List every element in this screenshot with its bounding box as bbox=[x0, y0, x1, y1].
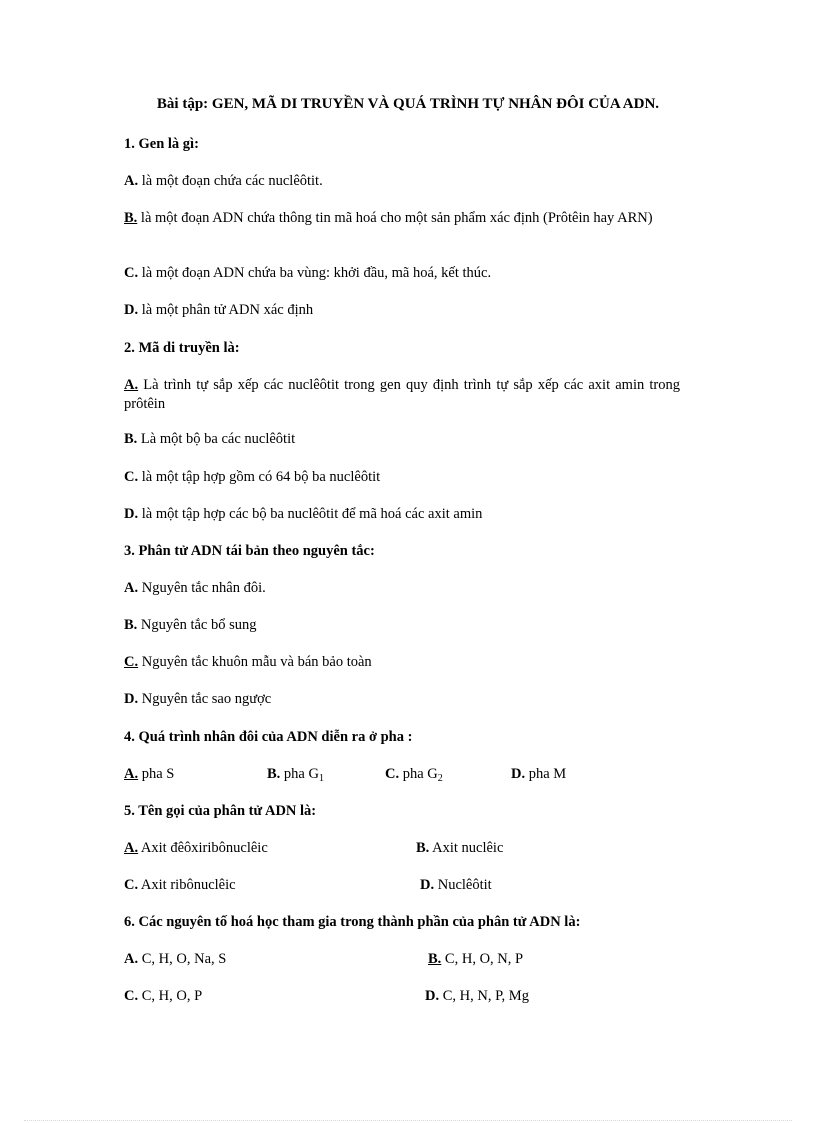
option-text: Nguyên tắc nhân đôi. bbox=[138, 580, 266, 596]
q3-option-b bbox=[124, 616, 680, 635]
q4-option-d bbox=[511, 765, 566, 784]
page-title: Bài tập: GEN, MÃ DI TRUYỀN VÀ QUÁ TRÌNH TỰ NHÂN ĐÔI CỦA ADN. bbox=[156, 96, 660, 112]
option-label: B. bbox=[124, 431, 138, 447]
q1-option-b-correct bbox=[124, 209, 680, 228]
option-text: là một đoạn ADN chứa ba vùng: khởi đầu, mã hoá, kết thúc. bbox=[138, 265, 492, 281]
q2-option-d bbox=[124, 505, 680, 524]
q2-option-a-correct bbox=[124, 376, 680, 414]
option-label: D. bbox=[425, 988, 440, 1004]
option-text: Nguyên tắc khuôn mẫu và bán bảo toàn bbox=[138, 654, 372, 670]
option-label: C. bbox=[124, 988, 139, 1004]
subscript: 1 bbox=[318, 773, 324, 784]
option-label-correct: A. bbox=[124, 766, 139, 782]
option-label: B. bbox=[416, 840, 430, 856]
option-text: Axit ribônuclêic bbox=[138, 877, 236, 893]
q5-option-a-correct bbox=[124, 839, 268, 858]
question-1: 1. Gen là gì: bbox=[124, 136, 199, 152]
q4-option-a-correct bbox=[124, 765, 174, 784]
option-text: C, H, O, N, P bbox=[441, 951, 524, 967]
option-text: là một tập hợp gồm có 64 bộ ba nuclêôtit bbox=[138, 469, 381, 485]
q2-option-c bbox=[124, 468, 680, 487]
option-text: pha G bbox=[280, 766, 319, 782]
option-label: A. bbox=[124, 580, 139, 596]
q4-option-c bbox=[385, 765, 443, 784]
q1-option-a bbox=[124, 172, 680, 191]
option-text: Là một bộ ba các nuclêôtit bbox=[137, 431, 296, 447]
option-text: Là trình tự sắp xếp các nuclêôtit trong gen quy định trình tự sắp xếp các axit amin trong prôtêin bbox=[124, 377, 680, 412]
option-label-correct: B. bbox=[428, 951, 442, 967]
q6-option-a bbox=[124, 950, 226, 969]
q5-option-d bbox=[420, 876, 492, 895]
option-text: C, H, O, P bbox=[138, 988, 203, 1004]
option-text: C, H, O, Na, S bbox=[138, 951, 227, 967]
option-text: Nguyên tắc bổ sung bbox=[137, 617, 257, 633]
option-text: là một đoạn chứa các nuclêôtit. bbox=[138, 173, 323, 189]
option-label: D. bbox=[511, 766, 526, 782]
q6-option-b-correct bbox=[428, 950, 523, 969]
option-text: là một tập hợp các bộ ba nuclêôtit để mã hoá các axit amin bbox=[138, 506, 483, 522]
option-label: C. bbox=[124, 469, 139, 485]
option-label: D. bbox=[124, 506, 139, 522]
question-2: 2. Mã di truyền là: bbox=[124, 340, 240, 356]
page-bottom-divider bbox=[24, 1120, 792, 1121]
option-label: B. bbox=[267, 766, 281, 782]
option-text: Axit đêôxiribônuclêic bbox=[138, 840, 268, 856]
option-text: Nguyên tắc sao ngược bbox=[138, 691, 272, 707]
q3-option-d bbox=[124, 690, 680, 709]
q2-option-b bbox=[124, 430, 680, 449]
question-6: 6. Các nguyên tố hoá học tham gia trong thành phần của phân tử ADN là: bbox=[124, 914, 581, 930]
q1-option-d bbox=[124, 301, 680, 320]
option-label: D. bbox=[124, 691, 139, 707]
option-label: C. bbox=[124, 265, 139, 281]
q5-option-b bbox=[416, 839, 503, 858]
subscript: 2 bbox=[437, 773, 443, 784]
q3-option-a bbox=[124, 579, 680, 598]
option-text: pha M bbox=[525, 766, 567, 782]
option-text: là một phân tử ADN xác định bbox=[138, 302, 314, 318]
q6-option-d bbox=[425, 987, 529, 1006]
q3-option-c-correct bbox=[124, 653, 680, 672]
q6-option-c bbox=[124, 987, 202, 1006]
question-4: 4. Quá trình nhân đôi của ADN diễn ra ở pha : bbox=[124, 729, 413, 745]
q5-option-c bbox=[124, 876, 236, 895]
option-text: là một đoạn ADN chứa thông tin mã hoá cho một sản phẩm xác định (Prôtêin hay ARN) bbox=[137, 210, 653, 226]
option-label-correct: B. bbox=[124, 210, 138, 226]
option-text: Nuclêôtit bbox=[434, 877, 492, 893]
option-label: A. bbox=[124, 951, 139, 967]
option-label: C. bbox=[124, 877, 139, 893]
option-label-correct: C. bbox=[124, 654, 139, 670]
option-label-correct: A. bbox=[124, 840, 139, 856]
option-text: Axit nuclêic bbox=[429, 840, 504, 856]
q1-option-c bbox=[124, 264, 680, 283]
option-label: D. bbox=[420, 877, 435, 893]
option-label-correct: A. bbox=[124, 377, 139, 393]
option-label: A. bbox=[124, 173, 139, 189]
option-text: pha S bbox=[138, 766, 175, 782]
question-3: 3. Phân tử ADN tái bản theo nguyên tắc: bbox=[124, 543, 375, 559]
question-5: 5. Tên gọi của phân tử ADN là: bbox=[124, 803, 317, 819]
option-label: D. bbox=[124, 302, 139, 318]
option-label: C. bbox=[385, 766, 400, 782]
option-label: B. bbox=[124, 617, 138, 633]
option-text: pha G bbox=[399, 766, 438, 782]
option-text: C, H, N, P, Mg bbox=[439, 988, 529, 1004]
q4-option-b bbox=[267, 765, 324, 784]
